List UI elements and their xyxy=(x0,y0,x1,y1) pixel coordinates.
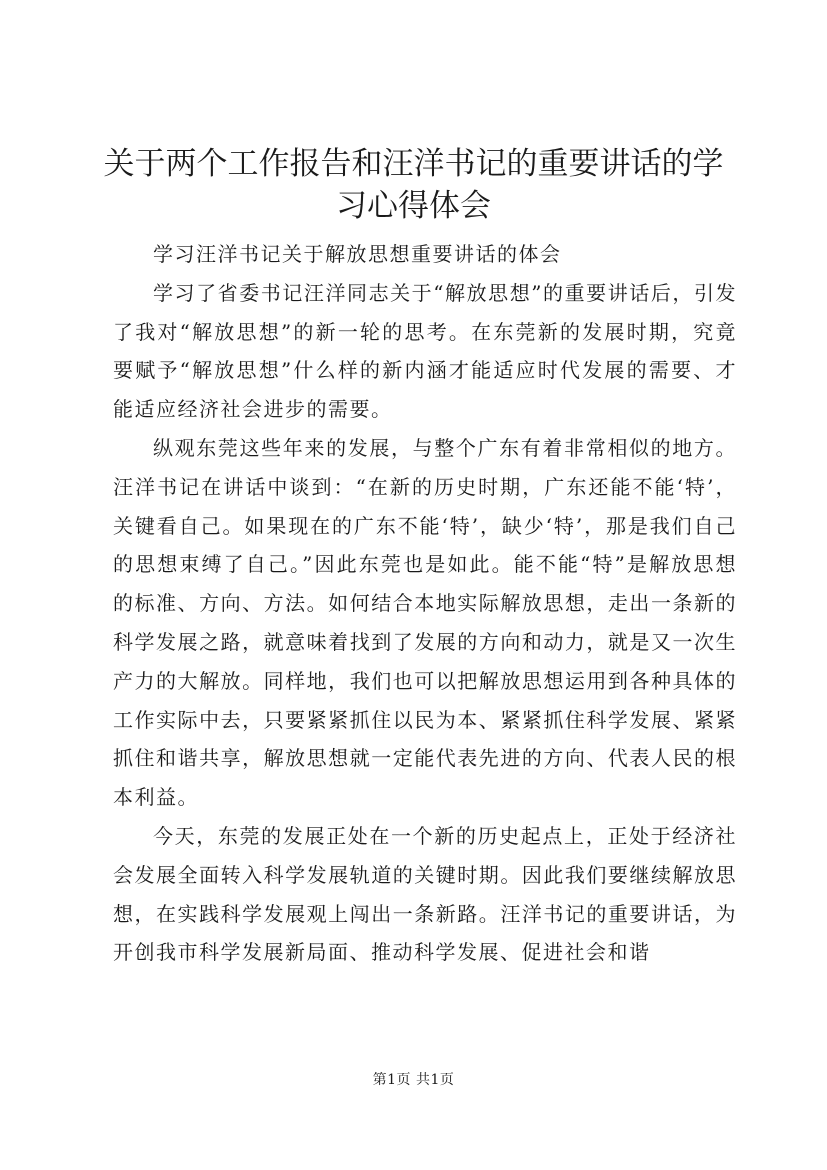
body-paragraph-3: 今天，东莞的发展正处在一个新的历史起点上，正处于经济社会发展全面转入科学发展轨道的关键时期。因此我们要继续解放思想，在实践科学发展观上闯出一条新路。汪洋书记的重要讲话，为开创我市科学发展新局面、推动科学发展、促进社会和谐 xyxy=(113,823,737,965)
document-body xyxy=(113,235,737,972)
document-title: 关于两个工作报告和汪洋书记的重要讲话的学习心得体会 xyxy=(103,146,724,224)
body-paragraph-1: 学习了省委书记汪洋同志关于“解放思想”的重要讲话后，引发了我对“解放思想”的新一轮的思考。在东莞新的发展时期，究竟要赋予“解放思想”什么样的新内涵才能适应时代发展的需要、才能适应经济社会进步的需要。 xyxy=(113,280,737,422)
page-footer: 第1页 共1页 xyxy=(372,1072,455,1088)
body-paragraph-2: 纵观东莞这些年来的发展，与整个广东有着非常相似的地方。汪洋书记在讲话中谈到：“在新的历史时期，广东还能不能‘特’，关键看自己。如果现在的广东不能‘特’，缺少‘特’，那是我们自己的思想束缚了自己。”因此东莞也是如此。能不能“特”是解放思想的标准、方向、方法。如何结合本地实际解放思想，走出一条新的科学发展之路，就意味着找到了发展的方向和动力，就是又一次生产力的大解放。同样地，我们也可以把解放思想运用到各种具体的工作实际中去，只要紧紧抓住以民为本、紧紧抓住科学发展、紧紧抓住和谐共享，解放思想就一定能代表先进的方向、代表人民的根本利益。 xyxy=(113,435,737,810)
subtitle-paragraph: 学习汪洋书记关于解放思想重要讲话的体会 xyxy=(153,242,562,266)
